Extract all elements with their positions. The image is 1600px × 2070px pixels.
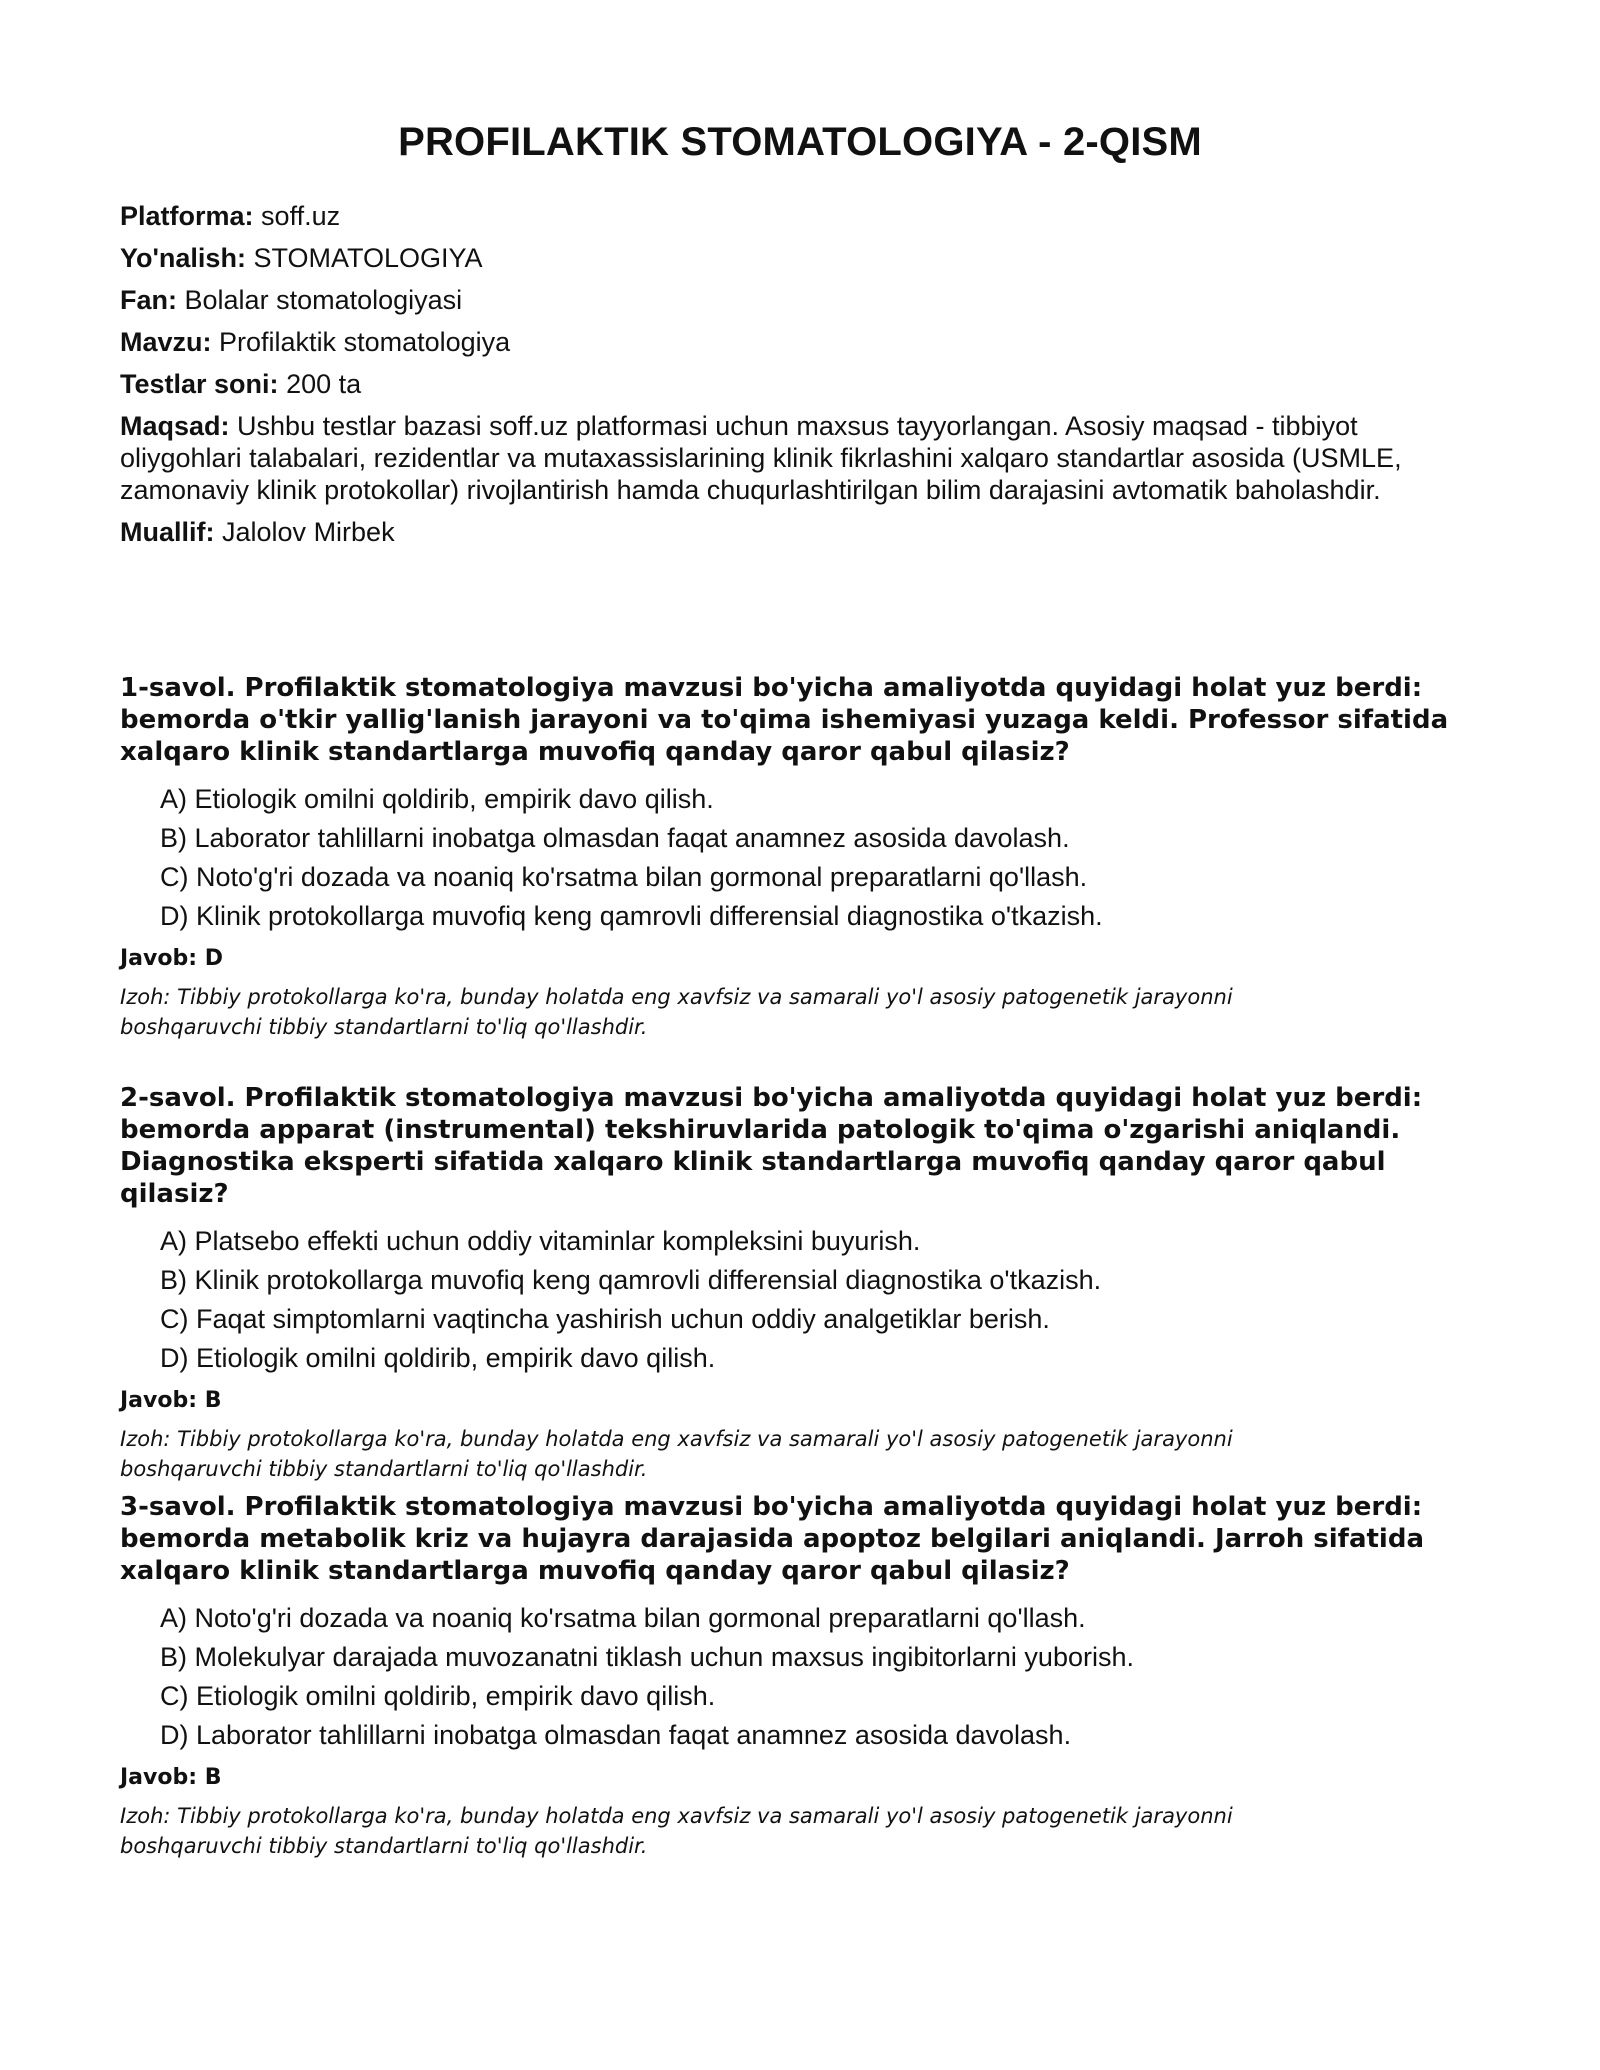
option-d: D) Etiologik omilni qoldirib, empirik davo qilish. [160, 1343, 716, 1373]
option-a: A) Etiologik omilni qoldirib, empirik davo qilish. [160, 784, 714, 814]
option-b: B) Klinik protokollarga muvofiq keng qamrovli differensial diagnostika o'tkazish. [160, 1265, 1102, 1295]
option-b: B) Laborator tahlillarni inobatga olmasdan faqat anamnez asosida davolash. [160, 823, 1070, 853]
explanation-note: Izoh: Tibbiy protokollarga ko'ra, bunday holatda eng xavfsiz va samarali yo'l asosiy patogenetik jarayonni boshqaruvchi tibbiy standartlarni to'liq qo'llashdir. [120, 1804, 1233, 1858]
meta-value: Jalolov Mirbek [222, 517, 395, 547]
meta-subject [120, 284, 1460, 316]
meta-value: soff.uz [261, 201, 341, 231]
question-2 [120, 1082, 1480, 1484]
meta-label: Platforma: [120, 201, 254, 231]
meta-label: Yo'nalish: [120, 243, 246, 273]
answer: Javob: B [120, 1765, 222, 1790]
answer: Javob: D [120, 946, 223, 971]
question-1 [120, 672, 1480, 1042]
option-c: C) Etiologik omilni qoldirib, empirik davo qilish. [160, 1681, 716, 1711]
meta-label: Muallif: [120, 517, 215, 547]
meta-label: Testlar soni: [120, 369, 279, 399]
meta-label: Maqsad: [120, 411, 230, 441]
meta-label: Mavzu: [120, 327, 212, 357]
answer: Javob: B [120, 1388, 222, 1413]
meta-test-count [120, 368, 1460, 400]
explanation-note: Izoh: Tibbiy protokollarga ko'ra, bunday holatda eng xavfsiz va samarali yo'l asosiy patogenetik jarayonni boshqaruvchi tibbiy standartlarni to'liq qo'llashdir. [120, 1427, 1233, 1481]
meta-platform [120, 200, 1460, 232]
option-a: A) Noto'g'ri dozada va noaniq ko'rsatma bilan gormonal preparatlarni qo'llash. [160, 1603, 1086, 1633]
meta-purpose [120, 410, 1460, 506]
option-b: B) Molekulyar darajada muvozanatni tiklash uchun maxsus ingibitorlarni yuborish. [160, 1642, 1134, 1672]
meta-direction [120, 242, 1460, 274]
option-d: D) Klinik protokollarga muvofiq keng qamrovli differensial diagnostika o'tkazish. [160, 901, 1103, 931]
question-text: 1-savol. Profilaktik stomatologiya mavzusi bo'yicha amaliyotda quyidagi holat yuz berdi: bemorda o'tkir yallig'lanish jarayoni va to'qima ishemiyasi yuzaga keldi. Professor sifatida xalqaro klinik standartlarga muvofiq qanday qaror qabul qilasiz? [120, 673, 1449, 767]
option-list [120, 780, 1480, 936]
option-list [120, 1222, 1480, 1378]
meta-value: Profilaktik stomatologiya [219, 327, 511, 357]
option-a: A) Platsebo effekti uchun oddiy vitaminlar kompleksini buyurish. [160, 1226, 921, 1256]
document-title: PROFILAKTIK STOMATOLOGIYA - 2-QISM [398, 120, 1202, 164]
meta-value: Bolalar stomatologiyasi [184, 285, 463, 315]
question-text: 3-savol. Profilaktik stomatologiya mavzusi bo'yicha amaliyotda quyidagi holat yuz berdi: bemorda metabolik kriz va hujayra darajasida apoptoz belgilari aniqlandi. Jarroh sifatida xalqaro klinik standartlarga muvofiq qanday qaror qabul qilasiz? [120, 1492, 1424, 1586]
meta-topic [120, 326, 1460, 358]
option-d: D) Laborator tahlillarni inobatga olmasdan faqat anamnez asosida davolash. [160, 1720, 1072, 1750]
document-meta [120, 200, 1460, 558]
meta-value: 200 ta [286, 369, 362, 399]
meta-value: Ushbu testlar bazasi soff.uz platformasi uchun maxsus tayyorlangan. Asosiy maqsad - tibbiyot oliygohlari talabalari, rezidentlar va mutaxassislarining klinik fikrlashini xalqaro standartlar asosida (USMLE, zamonaviy klinik protokollar) rivojlantirish hamda chuqurlashtirilgan bilim darajasini avtomatik baholashdir. [120, 411, 1402, 505]
question-3 [120, 1491, 1480, 1861]
option-c: C) Noto'g'ri dozada va noaniq ko'rsatma bilan gormonal preparatlarni qo'llash. [160, 862, 1088, 892]
question-text: 2-savol. Profilaktik stomatologiya mavzusi bo'yicha amaliyotda quyidagi holat yuz berdi: bemorda apparat (instrumental) tekshiruvlarida patologik to'qima o'zgarishi aniqlandi. Diagnostika eksperti sifatida xalqaro klinik standartlarga muvofiq qanday qaror qabul qilasiz? [120, 1083, 1423, 1209]
meta-label: Fan: [120, 285, 177, 315]
meta-value: STOMATOLOGIYA [253, 243, 483, 273]
option-c: C) Faqat simptomlarni vaqtincha yashirish uchun oddiy analgetiklar berish. [160, 1304, 1050, 1334]
meta-author [120, 516, 1460, 548]
option-list [120, 1599, 1480, 1755]
explanation-note: Izoh: Tibbiy protokollarga ko'ra, bunday holatda eng xavfsiz va samarali yo'l asosiy patogenetik jarayonni boshqaruvchi tibbiy standartlarni to'liq qo'llashdir. [120, 985, 1233, 1039]
